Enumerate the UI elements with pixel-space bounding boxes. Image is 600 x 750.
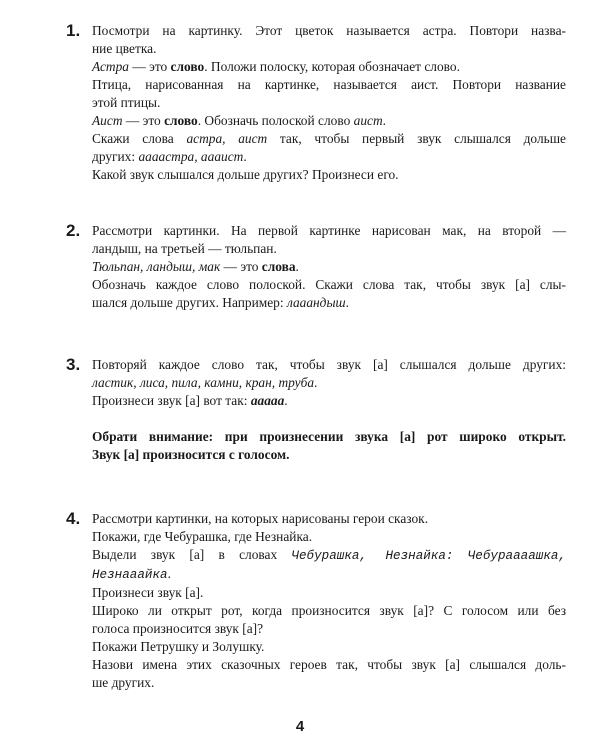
text-line: Звук [а] произносится с голосом. xyxy=(92,447,290,462)
page-number: 4 xyxy=(295,718,305,735)
text-line: Астра — это слово. Положи полоску, которая обозначает слово. xyxy=(92,59,460,74)
text-line: Покажи, где Чебурашка, где Незнайка. xyxy=(92,529,313,544)
text-line: Выдели звук [а] в словах Чебурашка, Незнайка: Чебураааашка, xyxy=(92,547,566,563)
text-line: Обозначь каждое слово полоской. Скажи слова так, чтобы звук [а] слы- xyxy=(92,277,566,292)
text-line: Произнеси звук [а]. xyxy=(92,585,204,600)
text-line: Какой звук слышался дольше других? Произнеси его. xyxy=(92,167,399,182)
text-line: Покажи Петрушку и Золушку. xyxy=(92,639,265,654)
text-line: этой птицы. xyxy=(92,95,161,110)
task-text xyxy=(92,510,566,692)
task-number: 3. xyxy=(66,355,81,374)
task-number: 1. xyxy=(66,21,81,40)
text-line: Аист — это слово. Обозначь полоской слово аист. xyxy=(92,113,386,128)
text-line: ластик, лиса, пила, камни, кран, труба. xyxy=(92,375,318,390)
spacer xyxy=(92,410,566,428)
text-line: Назови имена этих сказочных героев так, чтобы звук [а] слышался доль- xyxy=(92,657,566,672)
task-text xyxy=(92,356,566,464)
task-text xyxy=(92,22,566,184)
text-line: других: аааастра, аааист. xyxy=(92,149,247,164)
text-line: Повторяй каждое слово так, чтобы звук [а] слышался дольше других: xyxy=(92,357,566,372)
text-line: Обрати внимание: при произнесении звука [а] рот широко открыт. xyxy=(92,429,566,444)
text-line: Произнеси звук [а] вот так: ааааа. xyxy=(92,393,288,408)
text-line: ландыш, на третьей — тюльпан. xyxy=(92,241,277,256)
task-text xyxy=(92,222,566,312)
text-line: Тюльпан, ландыш, мак — это слова. xyxy=(92,259,299,274)
text-line: Скажи слова астра, аист так, чтобы первый звук слышался дольше xyxy=(92,131,566,146)
text-line: ше других. xyxy=(92,675,155,690)
text-line: Птица, нарисованная на картинке, называется аист. Повтори название xyxy=(92,77,566,92)
text-line: Рассмотри картинки. На первой картинке нарисован мак, на второй — xyxy=(92,223,566,238)
text-line: Рассмотри картинки, на которых нарисованы герои сказок. xyxy=(92,511,429,526)
text-line: шался дольше других. Например: лааандыш. xyxy=(92,295,349,310)
text-line: Посмотри на картинку. Этот цветок называется астра. Повтори назва- xyxy=(92,23,566,38)
text-line: Незнааайка. xyxy=(92,566,171,582)
task-number: 4. xyxy=(66,509,81,528)
text-line: Широко ли открыт рот, когда произносится звук [а]? С голосом или без xyxy=(92,603,566,618)
task-number: 2. xyxy=(66,221,81,240)
text-line: ние цветка. xyxy=(92,41,157,56)
text-line: голоса произносится звук [а]? xyxy=(92,621,264,636)
